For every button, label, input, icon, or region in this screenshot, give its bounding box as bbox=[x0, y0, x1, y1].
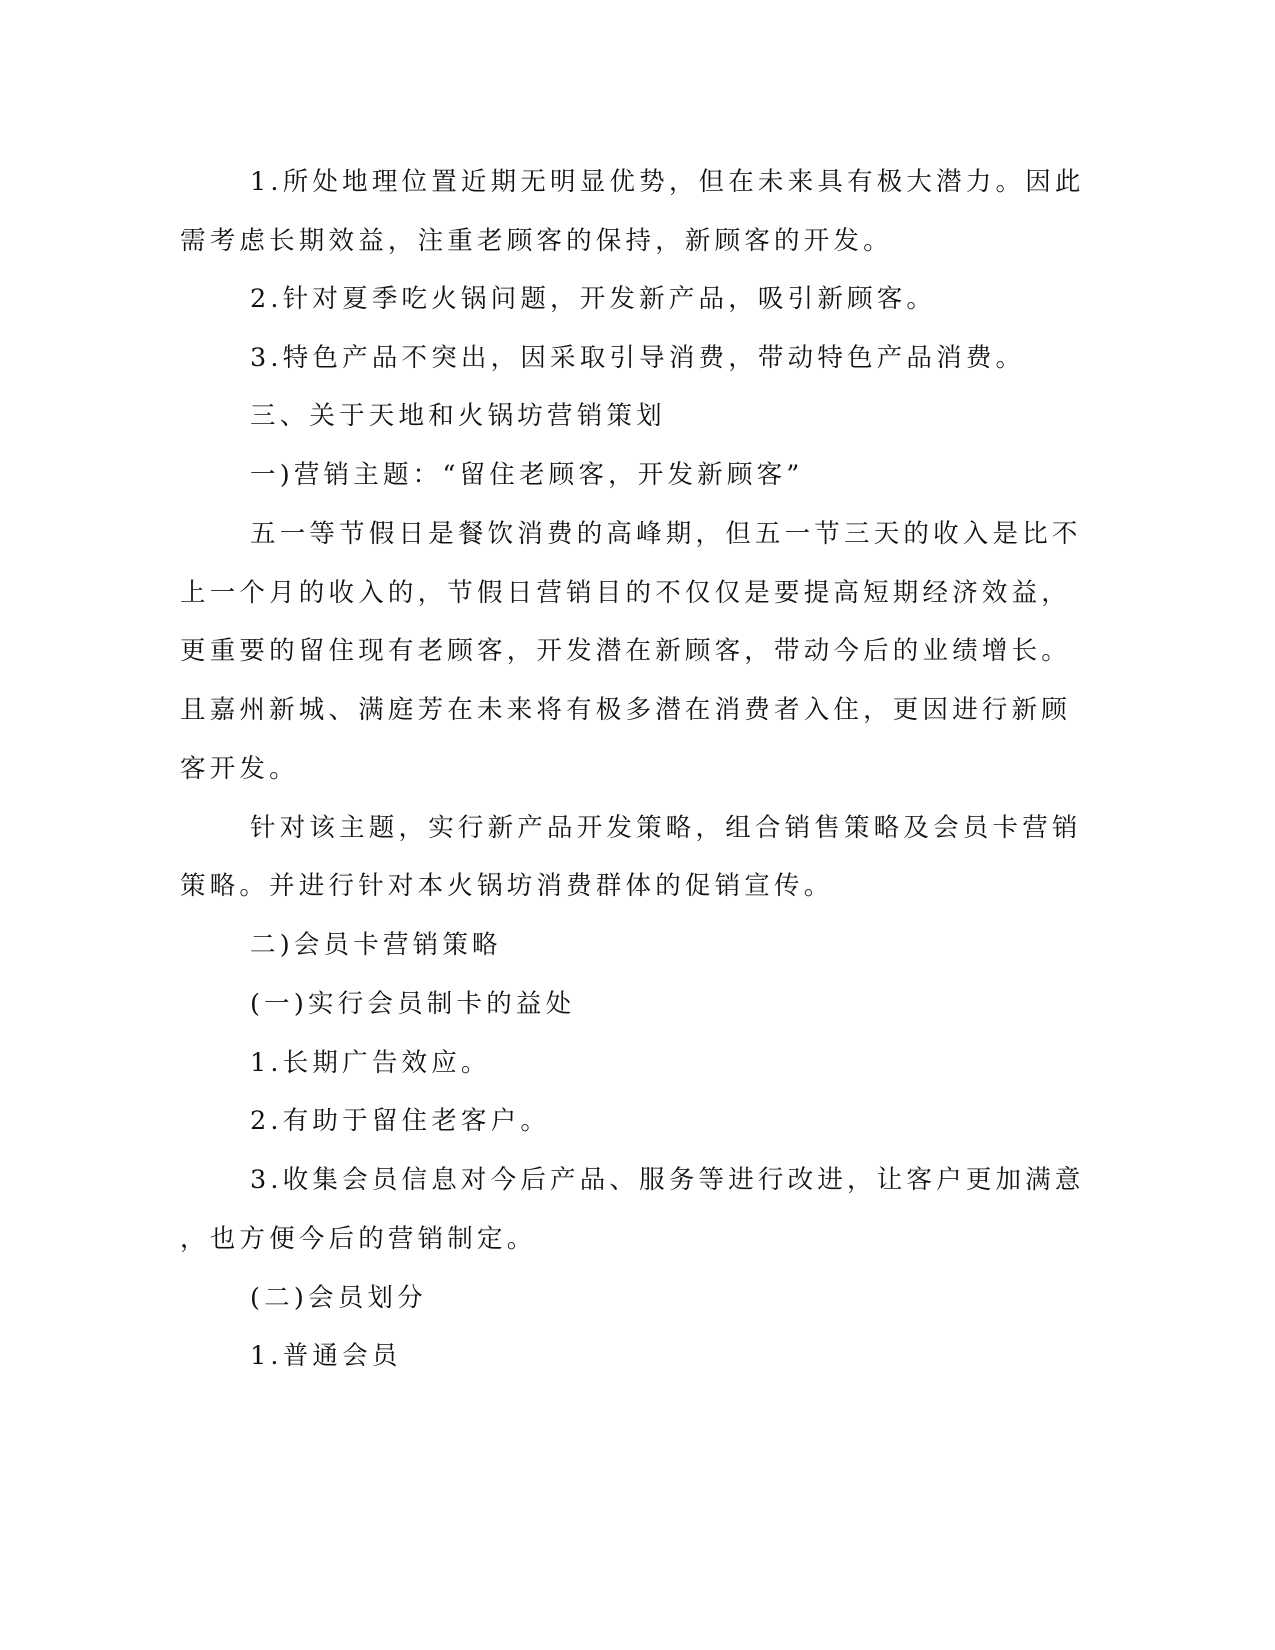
text-line: 上一个月的收入的，节假日营销目的不仅仅是要提高短期经济效益， bbox=[180, 578, 1072, 608]
text-line: 针对该主题，实行新产品开发策略，组合销售策略及会员卡营销 bbox=[250, 813, 1082, 843]
list-heading: (二)会员划分 bbox=[250, 1283, 427, 1313]
subsection-heading: 一)营销主题：“留住老顾客，开发新顾客” bbox=[250, 460, 804, 490]
text-line: 客开发。 bbox=[180, 754, 299, 784]
text-line: 3.特色产品不突出，因采取引导消费，带动特色产品消费。 bbox=[250, 343, 1026, 373]
list-item: 3.收集会员信息对今后产品、服务等进行改进，让客户更加满意 bbox=[250, 1165, 1085, 1195]
text-line: 2.针对夏季吃火锅问题，开发新产品，吸引新顾客。 bbox=[250, 284, 937, 314]
subsection-heading: 二)会员卡营销策略 bbox=[250, 930, 502, 960]
section-heading: 三、关于天地和火锅坊营销策划 bbox=[250, 401, 666, 431]
text-line: 且嘉州新城、满庭芳在未来将有极多潜在消费者入住，更因进行新顾 bbox=[180, 695, 1072, 725]
text-line: 需考虑长期效益，注重老顾客的保持，新顾客的开发。 bbox=[180, 226, 893, 256]
text-line: ，也方便今后的营销制定。 bbox=[180, 1224, 537, 1254]
text-line: 更重要的留住现有老顾客，开发潜在新顾客，带动今后的业绩增长。 bbox=[180, 636, 1072, 666]
text-line: 策略。并进行针对本火锅坊消费群体的促销宣传。 bbox=[180, 871, 834, 901]
list-item: 2.有助于留住老客户。 bbox=[250, 1106, 551, 1136]
list-item: 1.长期广告效应。 bbox=[250, 1048, 491, 1078]
text-line: 五一等节假日是餐饮消费的高峰期，但五一节三天的收入是比不 bbox=[250, 519, 1082, 549]
list-heading: (一)实行会员制卡的益处 bbox=[250, 989, 576, 1019]
text-line: 1.所处地理位置近期无明显优势，但在未来具有极大潜力。因此 bbox=[250, 167, 1085, 197]
list-item: 1.普通会员 bbox=[250, 1341, 402, 1371]
